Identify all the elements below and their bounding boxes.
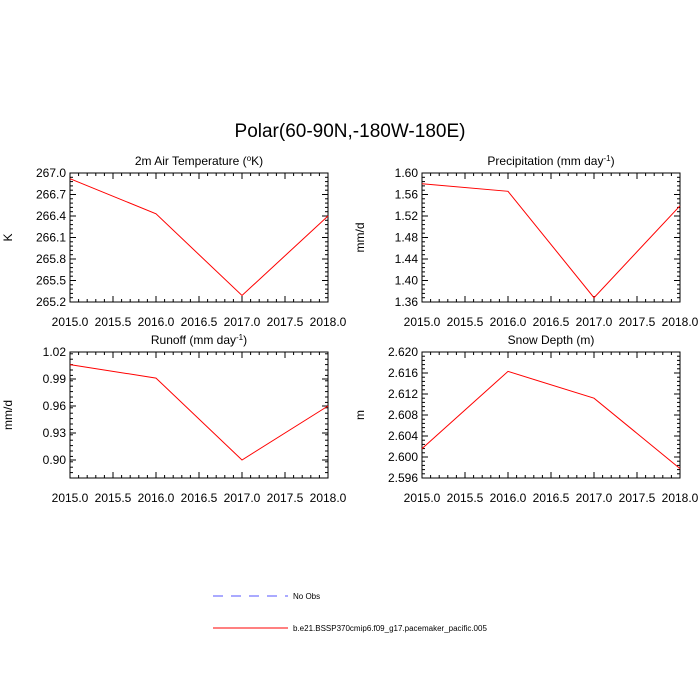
y-tick-label: 2.604	[387, 429, 418, 443]
series-line	[422, 184, 680, 298]
y-tick-label: 1.44	[394, 252, 418, 266]
x-tick-label: 2017.0	[575, 491, 613, 505]
y-tick-label: 1.02	[42, 345, 66, 359]
chart-title: Precipitation (mm day$^{-1}$)	[487, 153, 615, 168]
legend-label-no-obs: No Obs	[293, 592, 321, 601]
x-tick-label: 2016.0	[137, 491, 175, 505]
y-tick-label: 0.99	[42, 372, 66, 386]
chart-title: Runoff (mm day$^{-1}$)	[150, 332, 248, 347]
chart-runoff	[1, 333, 347, 506]
y-tick-label: 266.7	[35, 187, 66, 202]
y-tick-label: 1.36	[394, 295, 418, 309]
y-tick-label: 266.4	[35, 209, 66, 223]
chart-title: Snow Depth (m)	[507, 333, 595, 347]
y-tick-label: 2.616	[387, 366, 418, 380]
panels	[1, 154, 699, 506]
x-tick-label: 2018.0	[309, 315, 347, 329]
x-tick-label: 2015.5	[94, 315, 132, 329]
legend	[213, 592, 487, 633]
chart-air-temperature	[1, 154, 347, 330]
x-tick-label: 2018.0	[661, 315, 699, 329]
x-tick-label: 2016.5	[180, 491, 218, 505]
series-line	[422, 371, 680, 468]
x-tick-label: 2016.5	[532, 315, 570, 329]
x-tick-label: 2017.5	[618, 491, 656, 505]
x-tick-label: 2017.0	[223, 491, 261, 505]
y-tick-label: 265.8	[35, 252, 66, 266]
plot-frame	[422, 352, 680, 478]
x-tick-label: 2015.0	[51, 491, 89, 505]
x-tick-label: 2018.0	[661, 491, 699, 505]
x-tick-label: 2017.5	[266, 491, 304, 505]
x-tick-label: 2016.0	[137, 315, 175, 329]
y-tick-label: 1.52	[394, 209, 418, 223]
x-tick-label: 2016.0	[489, 315, 527, 329]
y-tick-label: 0.90	[42, 453, 66, 467]
x-tick-label: 2017.0	[223, 315, 261, 329]
y-tick-label: 0.93	[42, 426, 66, 440]
x-tick-label: 2015.5	[446, 315, 484, 329]
y-tick-label: 1.60	[394, 166, 418, 180]
y-axis-label: K	[1, 233, 15, 242]
y-tick-label: 2.620	[387, 345, 418, 359]
y-tick-label: 0.96	[42, 399, 66, 413]
x-tick-label: 2017.0	[575, 315, 613, 329]
plot-frame	[422, 173, 680, 302]
y-tick-label: 2.600	[387, 450, 418, 464]
figure-title: Polar(60-90N,-180W-180E)	[234, 121, 466, 142]
x-tick-label: 2015.0	[51, 315, 89, 329]
y-tick-label: 2.612	[387, 387, 418, 401]
y-tick-label: 1.48	[394, 230, 418, 245]
legend-label-model: b.e21.BSSP370cmip6.f09_g17.pacemaker_pacific.005	[293, 624, 487, 633]
x-tick-label: 2016.0	[489, 491, 527, 505]
x-tick-label: 2015.0	[403, 315, 441, 329]
y-tick-label: 2.608	[387, 408, 418, 422]
x-tick-label: 2018.0	[309, 491, 347, 505]
x-tick-label: 2016.5	[532, 491, 570, 505]
x-tick-label: 2016.5	[180, 315, 218, 329]
chart-precipitation	[353, 154, 699, 330]
y-tick-label: 266.1	[35, 230, 66, 245]
chart-snow-depth	[353, 333, 699, 505]
plot-frame	[70, 173, 328, 302]
x-tick-label: 2017.5	[618, 315, 656, 329]
y-axis-label: mm/d	[353, 222, 367, 253]
y-tick-label: 2.596	[387, 471, 418, 485]
y-tick-label: 267.0	[35, 166, 66, 180]
series-line	[70, 179, 328, 296]
x-tick-label: 2015.0	[403, 491, 441, 505]
y-axis-label: mm/d	[1, 400, 15, 430]
y-tick-label: 1.56	[394, 187, 418, 202]
y-tick-label: 1.40	[394, 273, 418, 288]
x-tick-label: 2015.5	[94, 491, 132, 505]
series-line	[70, 365, 328, 460]
x-tick-label: 2015.5	[446, 491, 484, 505]
chart-title: 2m Air Temperature ($^o$K)	[134, 153, 264, 168]
y-tick-label: 265.5	[35, 273, 66, 288]
y-axis-label: m	[353, 410, 367, 420]
x-tick-label: 2017.5	[266, 315, 304, 329]
y-tick-label: 265.2	[35, 295, 66, 309]
